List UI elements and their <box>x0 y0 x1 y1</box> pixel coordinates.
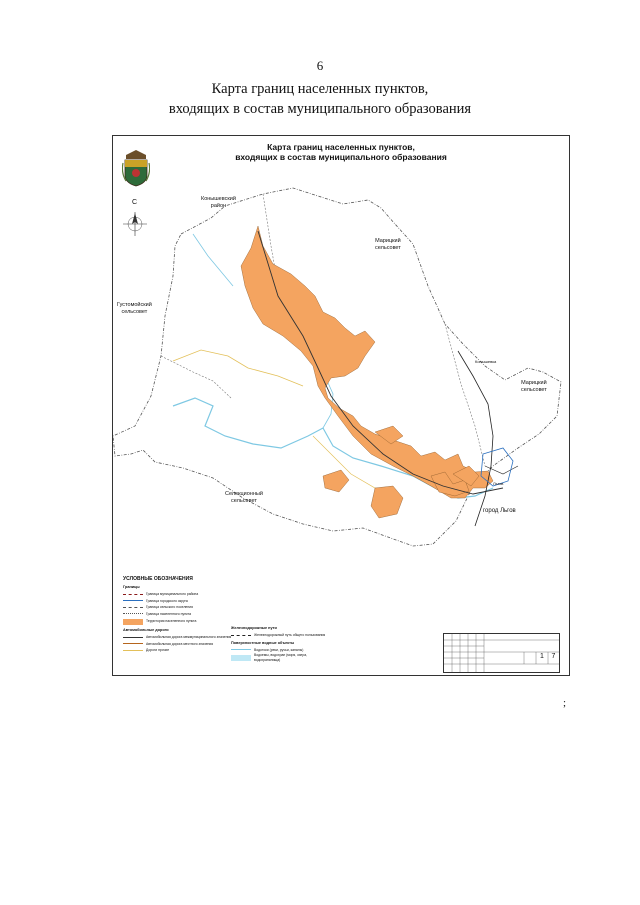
stamp-total-sheets: 7 <box>551 653 556 660</box>
settlement-area-south <box>371 486 403 518</box>
legend-symbol-rural-border <box>123 607 143 608</box>
label-gustomoy <box>117 302 152 315</box>
legend-label: Граница сельского поселения <box>146 605 193 609</box>
local-road <box>173 350 303 386</box>
legend-item <box>123 647 233 654</box>
legend-symbol-railway <box>231 635 251 636</box>
legend-symbol-watercourse <box>231 649 251 650</box>
map-title-line-2: входящих в состав муниципального образования <box>235 152 447 162</box>
legend-symbol-settlement-border <box>123 613 143 614</box>
legend-label: Граница городского округа <box>146 598 188 603</box>
document-title <box>0 79 640 119</box>
label-marica-east <box>521 380 547 393</box>
legend-group-rail: Железнодорожные пути <box>231 626 277 630</box>
legend-item <box>231 653 331 662</box>
label-konyshevsky-line-2: район <box>210 202 227 209</box>
legend-label: Автомобильная дорога местного значения <box>146 641 214 646</box>
legend-group-borders: Границы <box>123 585 140 589</box>
legend-label: Автомобильная дорога межмуниципального значения <box>146 635 232 639</box>
legend-label: Водоемы, водохран (моря, озера, водохранилища) <box>254 653 308 662</box>
legend-symbol-road-local <box>123 643 143 644</box>
legend-group-water: Поверхностные водные объекты <box>231 640 295 645</box>
title-block-stamp <box>443 633 560 673</box>
map-title <box>113 142 569 162</box>
legend-symbol-city-border <box>123 600 143 601</box>
legend-label: Граница муниципального района <box>146 592 199 596</box>
document-title-line-1: Карта границ населенных пунктов, <box>211 81 429 97</box>
legend-symbol-waterbody <box>231 655 251 661</box>
settlement-boundary-west <box>161 356 231 398</box>
legend-item <box>231 632 331 639</box>
label-selikhinsky-line-2: сельсовет <box>231 497 257 504</box>
trailing-mark: ; <box>563 697 567 709</box>
document-title-line-2: входящих в состав муниципального образования <box>168 101 472 117</box>
legend-symbol-settlement-area <box>123 619 143 625</box>
legend-label: Железнодорожный путь общего пользования <box>254 633 326 637</box>
label-lgov-city: город Льгов <box>483 508 516 514</box>
label-gustomoy-line-2: сельсовет <box>121 308 148 315</box>
map-sheet <box>112 135 570 676</box>
legend-label: Водотоки (реки, ручьи, каналы) <box>254 647 304 652</box>
legend-label: Граница населенного пункта <box>146 611 191 616</box>
settlement-boundary-east <box>445 324 485 466</box>
stamp-sheet-number: 1 <box>540 653 544 660</box>
coat-of-arms-icon <box>122 149 150 187</box>
legend-item <box>123 617 233 626</box>
label-konyshevka: Конышевка <box>475 359 497 364</box>
railway <box>458 351 493 526</box>
settlement-area-mid <box>323 470 349 492</box>
river-north <box>193 234 233 286</box>
label-marica-east-line-1: Марицкий <box>521 380 547 386</box>
compass-north-label: С <box>132 199 138 206</box>
legend-label: Дороги прочие <box>146 648 170 652</box>
label-marica-north-line-2: сельсовет <box>375 244 401 251</box>
label-marica-north <box>375 238 401 251</box>
legend-symbol-road-intermunicipal <box>123 637 143 638</box>
legend-heading: УСЛОВНЫЕ ОБОЗНАЧЕНИЯ <box>123 576 193 582</box>
map-title-line-1: Карта границ населенных пунктов, <box>267 142 415 152</box>
label-selikhinsky-line-1: Селекционный <box>225 491 263 497</box>
page-number: 6 <box>316 58 324 73</box>
legend <box>123 576 233 654</box>
legend-group-roads: Автомобильные дороги <box>123 628 169 632</box>
label-konyshevsky <box>201 196 236 209</box>
label-lgov-station: Льгов <box>493 481 504 486</box>
legend-symbol-district-border <box>123 594 143 595</box>
label-marica-east-line-2: сельсовет <box>521 386 547 393</box>
legend-secondary <box>231 624 331 662</box>
label-gustomoy-line-1: Густомойский <box>117 302 152 308</box>
legend-symbol-road-other <box>123 650 143 651</box>
compass-icon <box>123 212 147 236</box>
legend-label: Территория населенного пункта <box>146 619 197 624</box>
label-konyshevsky-line-1: Конышевский <box>201 196 236 202</box>
label-selikhinsky <box>225 491 263 504</box>
label-marica-north-line-1: Марицкий <box>375 238 401 244</box>
